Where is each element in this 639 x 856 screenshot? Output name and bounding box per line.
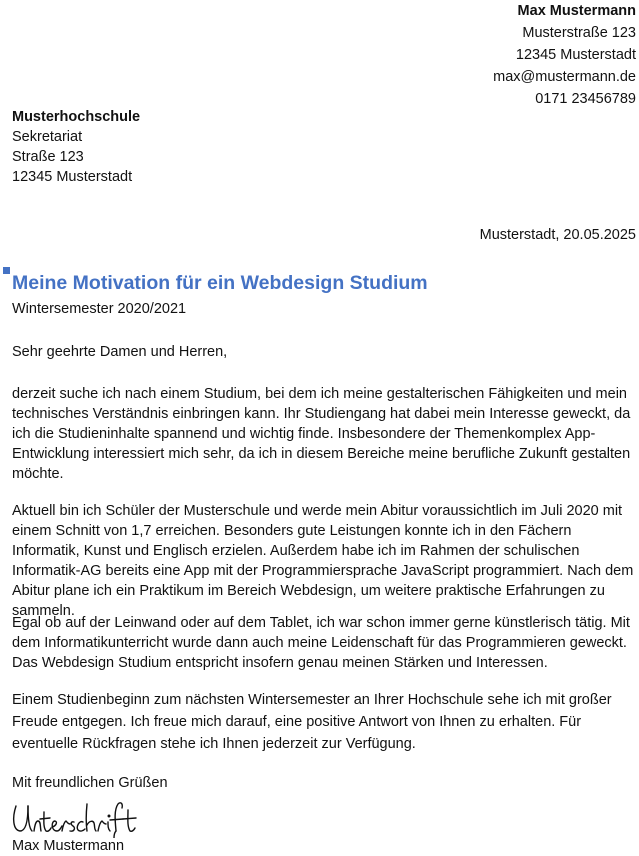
letter-subtitle: Wintersemester 2020/2021 — [12, 301, 187, 317]
sender-email: max@mustermann.de — [493, 69, 636, 85]
recipient-street: Straße 123 — [12, 149, 84, 165]
sender-street: Musterstraße 123 — [522, 25, 636, 41]
recipient-address-block — [12, 107, 140, 187]
recipient-city: 12345 Musterstadt — [12, 169, 133, 185]
sender-name: Max Mustermann — [517, 3, 636, 19]
letter-title: Meine Motivation für ein Webdesign Studium — [12, 272, 428, 294]
recipient-department: Sekretariat — [12, 129, 83, 145]
salutation: Sehr geehrte Damen und Herren, — [12, 344, 228, 360]
body-paragraph-3: Egal ob auf der Leinwand oder auf dem Tablet, ich war schon immer gerne künstlerisch tätig. Mit dem Informatikunterricht wurde dann auch meine Leidenschaft für das Programmieren geweckt. Das Webdesign Studium entspricht insofern genau meinen Stärken und Interessen. — [12, 615, 630, 671]
sender-phone: 0171 23456789 — [535, 91, 636, 107]
body-paragraph-4: Einem Studienbeginn zum nächsten Wintersemester an Ihrer Hochschule sehe ich mit großer Freude entgegen. Ich freue mich darauf, eine positive Antwort von Ihnen zu erhalten. Für eventuelle Rückfragen stehe ich Ihnen jederzeit zur Verfügung. — [12, 692, 612, 752]
body-paragraph-1: derzeit suche ich nach einem Studium, bei dem ich meine gestalterischen Fähigkeiten und mein technisches Verständnis einbringen kann. Ihr Studiengang hat dabei mein Interesse geweckt, da ich die Studieninhalte spannend und wichtig finde. Insbesondere der Themenkomplex App-Entwicklung interessiert mich sehr, da ich in diesem Bereiche meine berufliche Zukunft gestalten möchte. — [12, 386, 631, 482]
closing-phrase: Mit freundlichen Grüßen — [12, 775, 168, 791]
sender-city: 12345 Musterstadt — [515, 47, 636, 63]
sender-address-block — [493, 0, 636, 110]
heading-marker — [3, 267, 10, 274]
recipient-organization: Musterhochschule — [12, 109, 141, 125]
place-and-date: Musterstadt, 20.05.2025 — [479, 227, 636, 243]
signature-drawing — [10, 800, 140, 838]
body-paragraph-2: Aktuell bin ich Schüler der Musterschule und werde mein Abitur voraussichtlich im Juli 2020 mit einem Schnitt von 1,7 erreichen. Besonders gute Leistungen konnte ich in den Fächern Informatik, Kunst und Englisch erzielen. Außerdem habe ich im Rahmen der schulischen Informatik-AG bereits eine App mit der Programmiersprache JavaScript programmiert. Nach dem Abitur plane ich ein Praktikum im Bereich Webdesign, um weitere praktische Erfahrungen zu sammeln. — [12, 503, 634, 619]
signature-name: Max Mustermann — [12, 838, 125, 854]
